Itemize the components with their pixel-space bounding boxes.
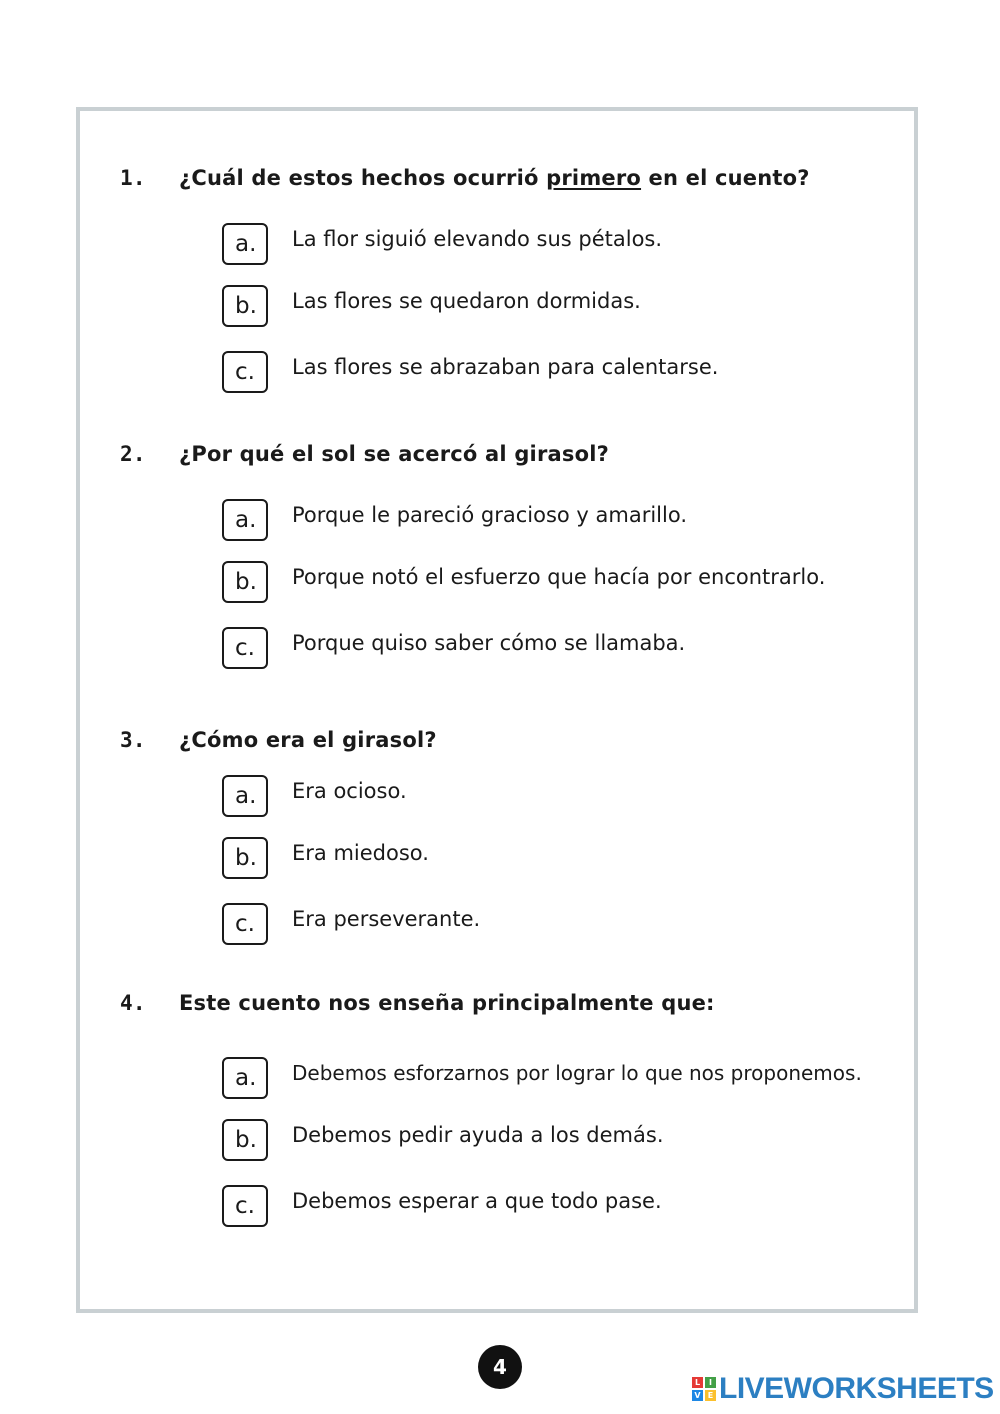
answer-box[interactable]: a. <box>222 223 268 265</box>
answer-box[interactable]: c. <box>222 351 268 393</box>
answer-box[interactable]: b. <box>222 285 268 327</box>
logo-tile: I <box>705 1377 716 1388</box>
option-text: Era ocioso. <box>292 779 407 803</box>
answer-box[interactable]: c. <box>222 903 268 945</box>
answer-box[interactable]: b. <box>222 1119 268 1161</box>
question-number: 4. <box>120 991 146 1015</box>
logo-tile: E <box>705 1390 716 1401</box>
option-text: La flor siguió elevando sus pétalos. <box>292 227 663 251</box>
option-text: Porque notó el esfuerzo que hacía por encontrarlo. <box>292 565 826 589</box>
question-text: ¿Por qué el sol se acercó al girasol? <box>179 442 609 466</box>
option-text: Debemos esperar a que todo pase. <box>292 1189 662 1213</box>
question-text: ¿Cómo era el girasol? <box>179 728 437 752</box>
logo-tile: L <box>692 1377 703 1388</box>
question-number: 1. <box>120 166 146 190</box>
liveworksheets-logo-icon <box>692 1377 716 1401</box>
question-text: ¿Cuál de estos hechos ocurrió primero en el cuento? <box>179 166 810 190</box>
question-number: 2. <box>120 442 146 466</box>
question-text: Este cuento nos enseña principalmente que: <box>179 991 715 1015</box>
answer-box[interactable]: a. <box>222 775 268 817</box>
question-number: 3. <box>120 728 146 752</box>
option-text: Porque quiso saber cómo se llamaba. <box>292 631 686 655</box>
answer-box[interactable]: a. <box>222 1057 268 1099</box>
option-text: Las flores se quedaron dormidas. <box>292 289 641 313</box>
logo-tile: V <box>692 1390 703 1401</box>
option-text: Debemos pedir ayuda a los demás. <box>292 1123 664 1147</box>
answer-box[interactable]: c. <box>222 1185 268 1227</box>
option-text: Era perseverante. <box>292 907 481 931</box>
liveworksheets-brand[interactable] <box>692 1374 994 1404</box>
underlined-word: primero <box>546 166 642 190</box>
option-text: Porque le pareció gracioso y amarillo. <box>292 503 688 527</box>
option-text: Era miedoso. <box>292 841 429 865</box>
answer-box[interactable]: a. <box>222 499 268 541</box>
option-text: Debemos esforzarnos por lograr lo que nos proponemos. <box>292 1061 862 1085</box>
brand-name: LIVEWORKSHEETS <box>719 1372 994 1405</box>
answer-box[interactable]: b. <box>222 561 268 603</box>
page-number: 4 <box>478 1345 522 1389</box>
answer-box[interactable]: c. <box>222 627 268 669</box>
answer-box[interactable]: b. <box>222 837 268 879</box>
option-text: Las flores se abrazaban para calentarse. <box>292 355 719 379</box>
